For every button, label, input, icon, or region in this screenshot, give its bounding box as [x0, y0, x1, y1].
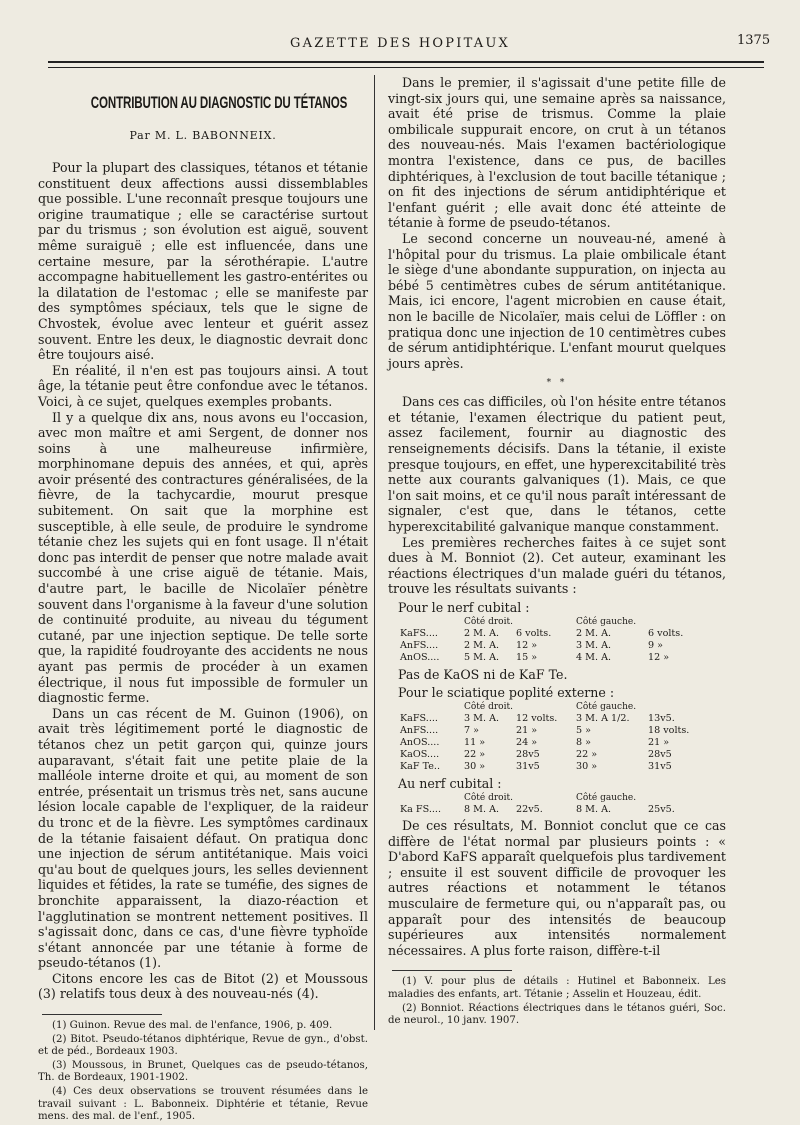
table-row [400, 804, 702, 816]
header-rule-thick [48, 61, 764, 63]
table-label-cubital-2: Au nerf cubital : [398, 776, 502, 791]
table-header-row [400, 793, 702, 804]
table-cell: 8 M. A. [464, 804, 500, 815]
table-cell: 5 » [576, 725, 592, 736]
table-cell: KaF Te.. [400, 761, 441, 772]
section-separator-stars: * * [546, 378, 568, 389]
table-cell: AnFS.... [400, 640, 439, 651]
table-row [400, 761, 702, 773]
page-number: 1375 [737, 33, 771, 48]
right-column [388, 75, 726, 1029]
measurement-table-cubital [400, 617, 702, 664]
table-cell: 3 M. A. [576, 640, 612, 651]
footnote-rule [392, 970, 512, 971]
column-header: Côté droit. [464, 617, 513, 627]
table-header-row [400, 702, 702, 713]
footnote-rule [42, 1014, 162, 1015]
paragraph: Le second concerne un nouveau-né, amené à l'hôpital pour du trismus. La plaie ombilicale étant le siège d'une abondante suppuration, on injecta au bébé 5 centimètres cubes de sérum antitétanique. Mais, ici encore, l'agent microbien en cause était, non le bacille de Nicolaïer, mais celui de Löffler : on pratiqua donc une injection de 10 centimètres cubes de sérum antidiphtérique. L'enfant mourut quelques jours après. [388, 230, 726, 371]
footnote: (2) Bonniot. Réactions électriques dans le tétanos guéri, Soc. de neurol., 10 janv. 1907. [388, 1002, 726, 1027]
article-title: CONTRIBUTION AU DIAGNOSTIC DU TÉTANOS [90, 93, 348, 112]
table-cell: 8 M. A. [576, 804, 612, 815]
table-label-sciatique: Pour le sciatique poplité externe : [398, 685, 615, 700]
table-cell: 2 M. A. [576, 628, 612, 639]
table-cell: 7 » [464, 725, 480, 736]
table-cell: 6 volts. [648, 628, 684, 639]
column-separator [374, 75, 375, 1030]
table-note: Pas de KaOS ni de KaF Te. [398, 667, 568, 682]
paragraph: Les premières recherches faites à ce sujet sont dues à M. Bonniot (2). Cet auteur, examinant les réactions électriques d'un malade guéri du tétanos, trouve les résultats suivants : [388, 534, 726, 597]
table-cell: 9 » [648, 640, 664, 651]
table-cell: 21 » [516, 725, 538, 736]
table-cell: 8 » [576, 737, 592, 748]
table-cell: 12 » [516, 640, 538, 651]
table-cell: 18 volts. [648, 725, 690, 736]
table-cell: 31v5 [648, 761, 672, 772]
table-cell: 12 volts. [516, 713, 558, 724]
left-column [38, 75, 368, 1125]
paragraph: Il y a quelque dix ans, nous avons eu l'occasion, avec mon maître et ami Sergent, de donner nos soins à une malheureuse infirmière, morphinomane depuis des années, et qui, après avoir présenté des contractures généralisées, de la fièvre, de la tachycardie, mourut presque subitement. On sait que la morphine est susceptible, à elle seule, de produire le syndrome tétanie chez les sujets qui en font usage. Il n'était donc pas interdit de penser que notre malade avait succombé à une crise aiguë de tétanie. Mais, d'autre part, le bacille de Nicolaïer pénètre souvent dans l'organisme à la faveur d'une solution de continuité produite, au niveau du tégument cutané, par une injection septique. De telle sorte que, la rapidité foudroyante des accidents ne nous ayant pas permis de procéder à un examen électrique, il nous fut impossible de formuler un diagnostic ferme. [38, 409, 368, 706]
table-cell: KaOS.... [400, 749, 440, 760]
column-header: Côté droit. [464, 793, 513, 803]
table-cell: 22v5. [516, 804, 543, 815]
table-cell: 15 » [516, 652, 538, 663]
article-byline: Par M. L. BABONNEIX. [129, 129, 277, 142]
table-cell: AnOS.... [400, 652, 440, 663]
table-row [400, 652, 702, 664]
measurement-table-cubital-2 [400, 793, 702, 816]
table-cell: 28v5 [516, 749, 540, 760]
paragraph: Dans le premier, il s'agissait d'une petite fille de vingt-six jours qui, une semaine après sa naissance, avait été prise de trismus. Comme la plaie ombilicale suppurait encore, on crut à un tétanos des nouveau-nés. Mais l'examen bactériologique montra l'existence, dans ce pus, de bacilles diphtériques, à l'exclusion de tout bacille tétanique ; on fit des injections de sérum antidiphtérique et l'enfant guérit ; elle avait donc été atteinte de tétanie à forme de pseudo-tétanos. [388, 75, 726, 231]
column-header: Côté gauche. [576, 617, 637, 627]
paragraph: Dans un cas récent de M. Guinon (1906), on avait très légitimement porté le diagnostic de tétanos chez un petit garçon qui, quinze jours auparavant, s'était fait une petite plaie de la malléole interne droite et qui, au moment de son entrée, présentait un trismus très net, sans aucune lésion locale capable de l'expliquer, de la raideur du tronc et de la fièvre. Les symptômes cardinaux de la tétanie faisaient défaut. On pratiqua donc une injection de sérum antitétanique. Mais voici qu'au bout de quelques jours, les selles deviennent liquides et fétides, la rate se tuméfie, des signes de bronchite apparaissent, la diazo-réaction et l'agglutination se montrent nettement positives. Il s'agissait donc, dans ce cas, d'une fièvre typhoïde s'étant annoncée par une tétanie à forme de pseudo-tétanos (1). [38, 705, 368, 971]
table-header-row [400, 617, 702, 628]
table-cell: 22 » [576, 749, 598, 760]
header-rule-thin [48, 67, 764, 68]
table-cell: KaFS.... [400, 628, 438, 639]
table-cell: 3 M. A. [464, 713, 500, 724]
table-cell: Ka FS.... [400, 804, 442, 815]
table-row [400, 737, 702, 749]
paragraph: Citons encore les cas de Bitot (2) et Moussous (3) relatifs tous deux à des nouveau-nés (4). [38, 970, 368, 1002]
table-cell: 13v5. [648, 713, 675, 724]
table-row [400, 725, 702, 737]
paragraph: De ces résultats, M. Bonniot conclut que ce cas diffère de l'état normal par plusieurs points : « D'abord KaFS apparaît quelquefois plus tardivement ; ensuite il est souvent difficile de provoquer les autres réactions et notamment le tétanos musculaire de fermeture qui, ou n'apparaît pas, ou apparaît pour des intensités de beaucoup supérieures aux intensités normalement nécessaires. A plus forte raison, diffère-t-il [388, 818, 726, 958]
table-row [400, 628, 702, 640]
table-cell: AnFS.... [400, 725, 439, 736]
table-row [400, 713, 702, 725]
table-cell: 5 M. A. [464, 652, 500, 663]
footnote: (1) Guinon. Revue des mal. de l'enfance, 1906, p. 409. [52, 1020, 333, 1032]
table-cell: 2 M. A. [464, 628, 500, 639]
table-cell: 4 M. A. [576, 652, 612, 663]
footnote: (3) Moussous, in Brunet, Quelques cas de pseudo-tétanos, Th. de Bordeaux, 1901-1902. [38, 1059, 368, 1084]
table-row [400, 640, 702, 652]
table-cell: 25v5. [648, 804, 675, 815]
column-header: Côté gauche. [576, 702, 637, 712]
running-header-title: GAZETTE DES HOPITAUX [290, 36, 510, 51]
table-cell: 24 » [516, 737, 538, 748]
footnote: (1) V. pour plus de détails : Hutinel et Babonneix. Les maladies des enfants, art. Tétanie ; Asselin et Houzeau, édit. [388, 976, 726, 1000]
table-label-cubital: Pour le nerf cubital : [398, 600, 530, 615]
footnote: (2) Bitot. Pseudo-tétanos diphtérique, Revue de gyn., d'obst. et de péd., Bordeaux 1903. [38, 1033, 368, 1058]
table-cell: 30 » [464, 761, 486, 772]
column-header: Côté droit. [464, 702, 513, 712]
table-cell: 3 M. A 1/2. [576, 713, 630, 724]
table-cell: AnOS.... [400, 737, 440, 748]
column-header: Côté gauche. [576, 793, 637, 803]
table-cell: KaFS.... [400, 713, 438, 724]
table-cell: 11 » [464, 737, 486, 748]
table-cell: 30 » [576, 761, 598, 772]
paragraph: En réalité, il n'en est pas toujours ainsi. A tout âge, la tétanie peut être confondue avec le tétanos. Voici, à ce sujet, quelques exemples probants. [38, 362, 368, 409]
footnote: (4) Ces deux observations se trouvent résumées dans le travail suivant : L. Babonneix. Diphtérie et tétanie, Revue mens. des mal. de l'enf., 1905. [38, 1086, 368, 1123]
table-cell: 2 M. A. [464, 640, 500, 651]
table-cell: 31v5 [516, 761, 540, 772]
paragraph: Pour la plupart des classiques, tétanos et tétanie constituent deux affections aussi dissemblables que possible. L'une reconnaît presque toujours une origine traumatique ; elle se caractérise surtout par du trismus ; son évolution est aiguë, souvent même suraiguë ; elle est influencée, dans une certaine mesure, par la sérothérapie. L'autre accompagne habituellement les gastro-entérites ou la dilatation de l'estomac ; elle se manifeste par des symptômes spéciaux, tels que le signe de Chvostek, évolue avec lenteur et guérit assez souvent. Entre les deux, le diagnostic devrait donc être toujours aisé. [38, 160, 368, 363]
paragraph: Dans ces cas difficiles, où l'on hésite entre tétanos et tétanie, l'examen électrique du patient peut, assez facilement, fournir au diagnostic des renseignements décisifs. Dans la tétanie, il existe presque toujours, en effet, une hyperexcitabilité très nette aux courants galvaniques (1). Mais, ce que l'on sait moins, et ce qu'il nous paraît intéressant de signaler, c'est que, dans le tétanos, cette hyperexcitabilité galvanique manque constamment. [388, 394, 726, 535]
table-cell: 22 » [464, 749, 486, 760]
table-cell: 12 » [648, 652, 670, 663]
measurement-table-sciatique [400, 702, 702, 773]
table-row [400, 749, 702, 761]
table-cell: 21 » [648, 737, 670, 748]
table-cell: 28v5 [648, 749, 672, 760]
table-cell: 6 volts. [516, 628, 552, 639]
